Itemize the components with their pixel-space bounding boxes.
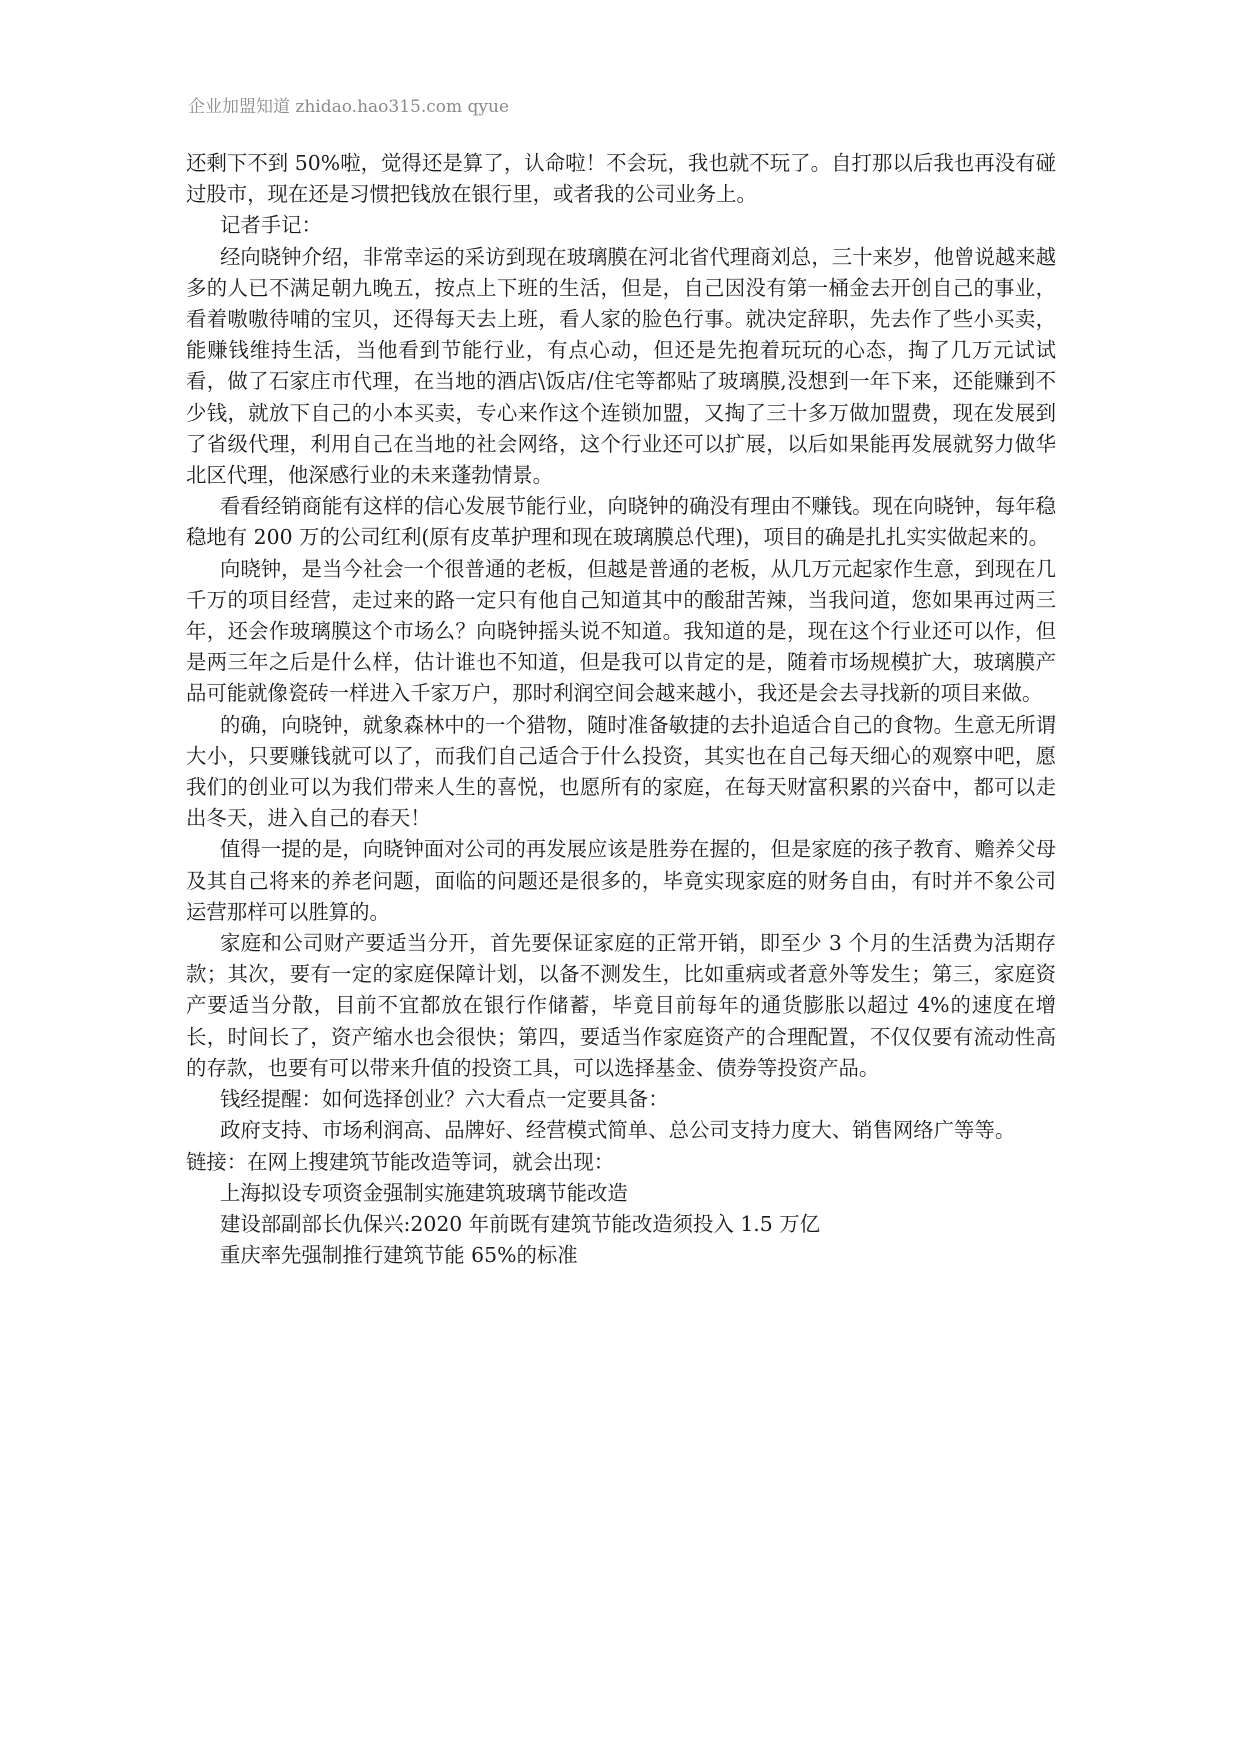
link-item-ministry: 建设部副部长仇保兴:2020 年前既有建筑节能改造须投入 1.5 万亿	[220, 1211, 821, 1236]
paragraph-links-heading: 链接：在网上搜建筑节能改造等词，就会出现：	[186, 1149, 615, 1174]
article-body	[186, 148, 1056, 1271]
paragraph-dealer-confidence: 看看经销商能有这样的信心发展节能行业，向晓钟的确没有理由不赚钱。现在向晓钟，每年稳稳地有 200 万的公司红利(原有皮革护理和现在玻璃膜总代理)，项目的确是扎扎实实做起来的。	[186, 494, 1057, 550]
paragraph-tip-heading: 钱经提醒：如何选择创业？六大看点一定要具备：	[220, 1087, 669, 1112]
link-item-shanghai: 上海拟设专项资金强制实施建筑玻璃节能改造	[220, 1180, 628, 1205]
paragraph-hunter-analogy: 的确，向晓钟，就象森林中的一个猎物，随时准备敏捷的去扑追适合自己的食物。生意无所谓大小，只要赚钱就可以了，而我们自己适合于什么投资，其实也在自己每天细心的观察中吧，愿我们的创业可以为我们带来人生的喜悦，也愿所有的家庭，在每天财富积累的兴奋中，都可以走出冬天，进入自己的春天！	[186, 712, 1057, 831]
page-header: 企业加盟知道 zhidao.hao315.com qyue	[188, 97, 510, 117]
paragraph-ordinary-boss: 向晓钟，是当今社会一个很普通的老板，但越是普通的老板，从几万元起家作生意，到现在几千万的项目经营，走过来的路一定只有他自己知道其中的酸甜苦辣，当我问道，您如果再过两三年，还会作玻璃膜这个市场么？向晓钟摇头说不知道。我知道的是，现在这个行业还可以作，但是两三年之后是什么样，估计谁也不知道，但是我可以肯定的是，随着市场规模扩大，玻璃膜产品可能就像瓷砖一样进入千家万户，那时利润空间会越来越小，我还是会去寻找新的项目来做。	[186, 556, 1057, 706]
paragraph-family-concerns: 值得一提的是，向晓钟面对公司的再发展应该是胜券在握的，但是家庭的孩子教育、赡养父母及其自己将来的养老问题，面临的问题还是很多的，毕竟实现家庭的财务自由，有时并不象公司运营那样可以胜算的。	[186, 837, 1057, 924]
paragraph-interview-liu: 经向晓钟介绍，非常幸运的采访到现在玻璃膜在河北省代理商刘总，三十来岁，他曾说越来越多的人已不满足朝九晚五，按点上下班的生活，但是，自己因没有第一桶金去开创自己的事业，看着嗷嗷待哺的宝贝，还得每天去上班，看人家的脸色行事。就决定辞职，先去作了些小买卖，能赚钱维持生活，当他看到节能行业，有点心动，但还是先抱着玩玩的心态，掏了几万元试试看，做了石家庄市代理，在当地的酒店\饭店/住宅等都贴了玻璃膜,没想到一年下来，还能赚到不少钱，就放下自己的小本买卖，专心来作这个连锁加盟，又掏了三十多万做加盟费，现在发展到了省级代理，利用自己在当地的社会网络，这个行业还可以扩展，以后如果能再发展就努力做华北区代理，他深感行业的未来蓬勃情景。	[186, 244, 1057, 488]
paragraph-continuation: 还剩下不到 50%啦，觉得还是算了，认命啦！不会玩，我也就不玩了。自打那以后我也再没有碰过股市，现在还是习惯把钱放在银行里，或者我的公司业务上。	[186, 151, 1056, 207]
paragraph-finance-advice: 家庭和公司财产要适当分开，首先要保证家庭的正常开销，即至少 3 个月的生活费为活期存款；其次，要有一定的家庭保障计划，以备不测发生，比如重病或者意外等发生；第三，家庭资产要适当分散，目前不宜都放在银行作储蓄，毕竟目前每年的通货膨胀以超过 4%的速度在增长，时间长了，资产缩水也会很快；第四，要适当作家庭资产的合理配置，不仅仅要有流动性高的存款，也要有可以带来升值的投资工具，可以选择基金、债券等投资产品。	[186, 931, 1056, 1080]
paragraph-six-points: 政府支持、市场利润高、品牌好、经营模式简单、总公司支持力度大、销售网络广等等。	[220, 1118, 1016, 1143]
link-item-chongqing: 重庆率先强制推行建筑节能 65%的标准	[220, 1243, 578, 1268]
paragraph-reporter-notes-heading: 记者手记：	[220, 213, 322, 238]
